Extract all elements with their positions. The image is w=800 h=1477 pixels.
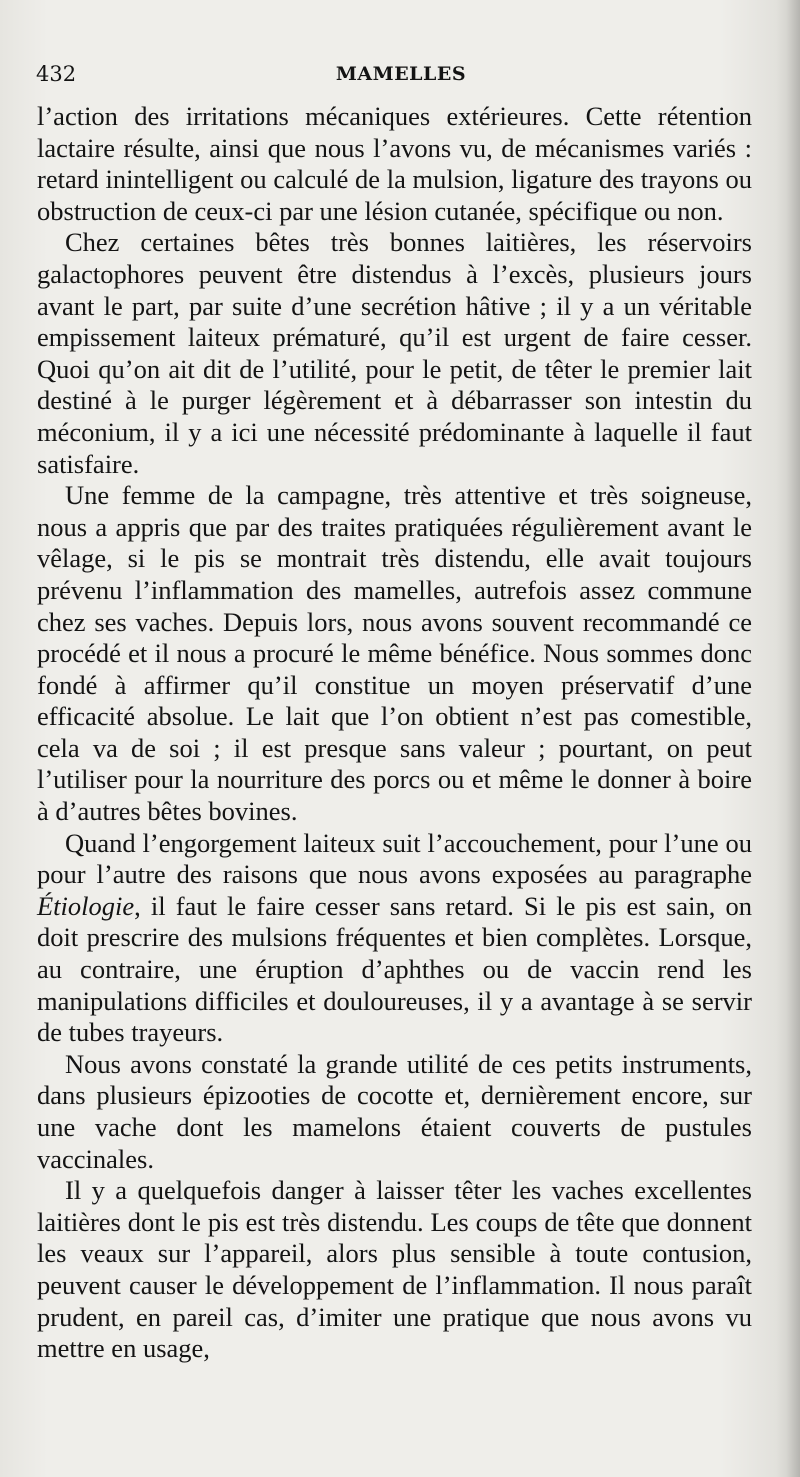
paragraph-3: Une femme de la campagne, très attentive et très soigneuse, nous a appris que par des traites pratiquées régulièrement avant le vêlage, si le pis se montrait très distendu, elle avait toujours prévenu l’inflammation des mamelles, autrefois assez commune chez ses vaches. Depuis lors, nous avons souvent recommandé ce procédé et il nous a procuré le même bénéfice. Nous sommes donc fondé à affirmer qu’il constitue un moyen préservatif d’une efficacité absolue. Le lait que l’on obtient n’est pas comestible, cela va de soi ; il est presque sans valeur ; pourtant, on peut l’utiliser pour la nourriture des porcs ou et même le donner à boire à d’autres bêtes bovines. (37, 480, 752, 827)
paragraph-2: Chez certaines bêtes très bonnes laitières, les réservoirs galactophores peuvent être distendus à l’excès, plusieurs jours avant le part, par suite d’une secrétion hâtive ; il y a un véritable empissement laiteux prématuré, qu’il est urgent de faire cesser. Quoi qu’on ait dit de l’utilité, pour le petit, de têter le premier lait destiné à le purger légèrement et à débarrasser son intestin du méconium, il y a ici une nécessité prédominante à laquelle il faut satisfaire. (37, 227, 752, 479)
paragraph-4-start: Quand l’engorgement laiteux suit l’accouchement, pour l’une ou pour l’autre des raisons que nous avons exposées au paragraphe (37, 827, 752, 890)
paragraph-1: l’action des irritations mécaniques extérieures. Cette rétention lactaire résulte, ainsi que nous l’avons vu, de mécanismes variés : retard inintelligent ou calculé de la mulsion, ligature des trayons ou obstruction de ceux-ci par une lésion cutanée, spécifique ou non. (37, 101, 752, 226)
page-number: 432 (36, 62, 77, 86)
body-text (37, 101, 752, 1365)
paragraph-4-end: , il faut le faire cesser sans retard. Si le pis est sain, on doit prescrire des mulsions fréquentes et bien complètes. Lorsque, au contraire, une éruption d’aphthes ou de vaccin rend les manipulations difficiles et douloureuses, il y a avantage à se servir de tubes trayeurs. (37, 890, 752, 1048)
paragraph-5: Nous avons constaté la grande utilité de ces petits instruments, dans plusieurs épizooties de cocotte et, dernièrement encore, sur une vache dont les mamelons étaient couverts de pustules vaccinales. (37, 1048, 752, 1174)
page-edge-shadow (786, 0, 800, 1477)
etiologie-reference: Étiologie (37, 890, 135, 921)
running-title: MAMELLES (335, 63, 467, 85)
paragraph-6: Il y a quelquefois danger à laisser têter les vaches excellentes laitières dont le pis est très distendu. Les coups de tête que donnent les veaux sur l’appareil, alors plus sensible à toute contusion, peuvent causer le développement de l’inflammation. Il nous paraît prudent, en pareil cas, d’imiter une pratique que nous avons vu mettre en usage, (37, 1175, 752, 1364)
running-head (36, 58, 766, 90)
paragraph-4 (37, 828, 752, 1049)
